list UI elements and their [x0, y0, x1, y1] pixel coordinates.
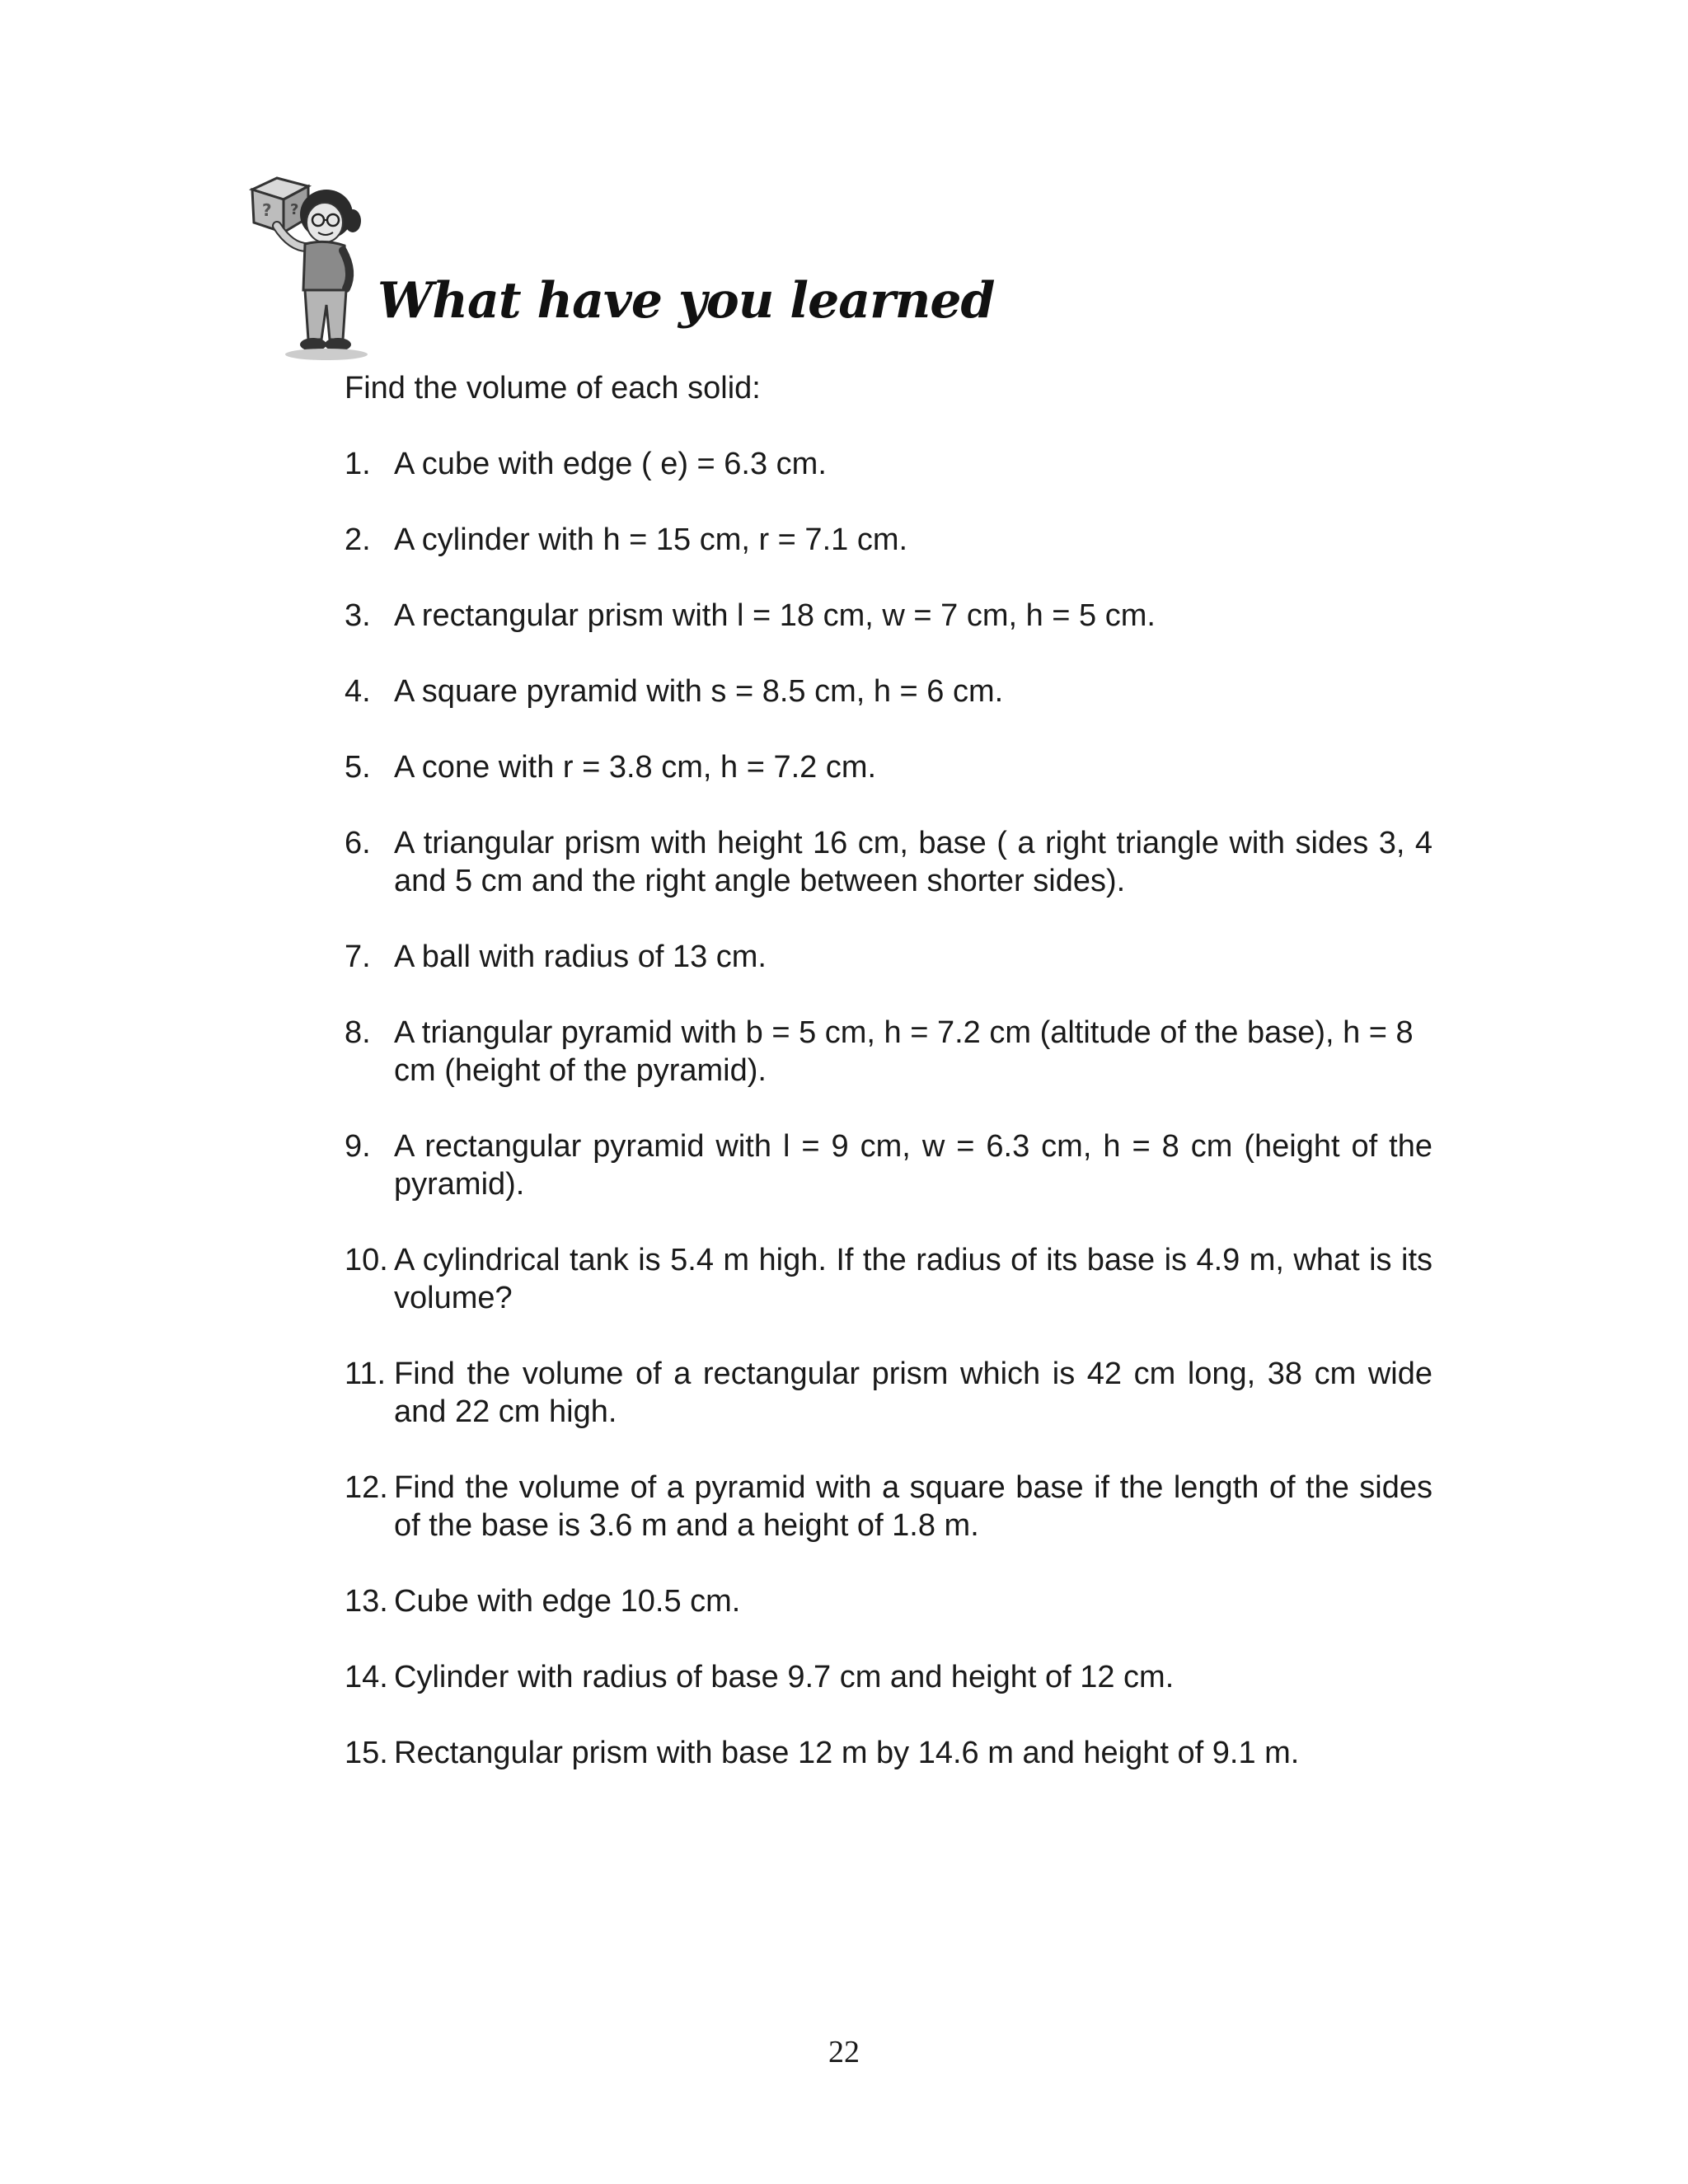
- problem-text: A cone with r = 3.8 cm, h = 7.2 cm.: [394, 750, 877, 785]
- problem-text: A cube with edge ( e) = 6.3 cm.: [394, 447, 827, 481]
- problem-text: A rectangular pyramid with l = 9 cm, w = 6.3 cm, h = 8 cm (height of the pyramid).: [394, 1129, 1432, 1202]
- problem-number: 1.: [345, 447, 371, 481]
- problem-text: A square pyramid with s = 8.5 cm, h = 6 cm.: [394, 674, 1004, 709]
- student-holding-box-icon: [244, 175, 384, 364]
- problem-text: Find the volume of a rectangular prism which is 42 cm long, 38 cm wide and 22 cm high.: [394, 1357, 1432, 1429]
- list-item: [345, 1469, 1432, 1544]
- problem-number: 10.: [345, 1243, 388, 1277]
- problem-number: 2.: [345, 523, 371, 557]
- problem-text: A cylindrical tank is 5.4 m high. If the radius of its base is 4.9 m, what is its volume?: [394, 1243, 1432, 1315]
- list-item: [345, 1127, 1432, 1203]
- problem-number: 7.: [345, 940, 371, 974]
- list-item: [345, 748, 1432, 786]
- problem-number: 13.: [345, 1584, 388, 1619]
- problem-text: Find the volume of a pyramid with a square base if the length of the sides of the base is 3.6 m and a height of 1.8 m.: [394, 1470, 1432, 1543]
- list-item: [345, 1241, 1432, 1317]
- section-header: [244, 175, 1315, 364]
- list-item: [345, 521, 1432, 559]
- list-item: [345, 597, 1432, 635]
- list-item: [345, 1014, 1432, 1090]
- list-item: [345, 824, 1432, 900]
- problem-text: A triangular pyramid with b = 5 cm, h = 7.2 cm (altitude of the base), h = 8 cm (height of the pyramid).: [394, 1015, 1414, 1088]
- problem-text: A rectangular prism with l = 18 cm, w = 7 cm, h = 5 cm.: [394, 598, 1156, 633]
- list-item: [345, 673, 1432, 710]
- problem-text: A ball with radius of 13 cm.: [394, 940, 767, 974]
- problem-text: Cylinder with radius of base 9.7 cm and height of 12 cm.: [394, 1660, 1175, 1694]
- problem-number: 3.: [345, 598, 371, 633]
- problem-number: 8.: [345, 1015, 371, 1050]
- page-number: 22: [828, 2035, 860, 2069]
- problem-text: A cylinder with h = 15 cm, r = 7.1 cm.: [394, 523, 908, 557]
- list-item: [345, 1658, 1432, 1696]
- problem-number: 5.: [345, 750, 371, 785]
- problem-number: 11.: [345, 1357, 387, 1391]
- problem-number: 6.: [345, 826, 371, 860]
- svg-text:?: ?: [290, 201, 299, 218]
- problem-number: 12.: [345, 1470, 388, 1505]
- problem-list: [345, 445, 1432, 1810]
- problem-text: Rectangular prism with base 12 m by 14.6 m and height of 9.1 m.: [394, 1736, 1300, 1770]
- instructions: Find the volume of each solid:: [345, 371, 761, 405]
- list-item: [345, 938, 1432, 976]
- list-item: [345, 445, 1432, 483]
- problem-number: 9.: [345, 1129, 371, 1164]
- list-item: [345, 1355, 1432, 1431]
- problem-number: 15.: [345, 1736, 388, 1770]
- list-item: [345, 1582, 1432, 1620]
- problem-number: 4.: [345, 674, 371, 709]
- problem-number: 14.: [345, 1660, 388, 1694]
- svg-text:?: ?: [262, 200, 272, 220]
- list-item: [345, 1734, 1432, 1772]
- problem-text: A triangular prism with height 16 cm, base ( a right triangle with sides 3, 4 and 5 cm and the right angle between shorter sides).: [394, 826, 1432, 898]
- page-title: What have you learned: [377, 272, 995, 330]
- problem-text: Cube with edge 10.5 cm.: [394, 1584, 741, 1619]
